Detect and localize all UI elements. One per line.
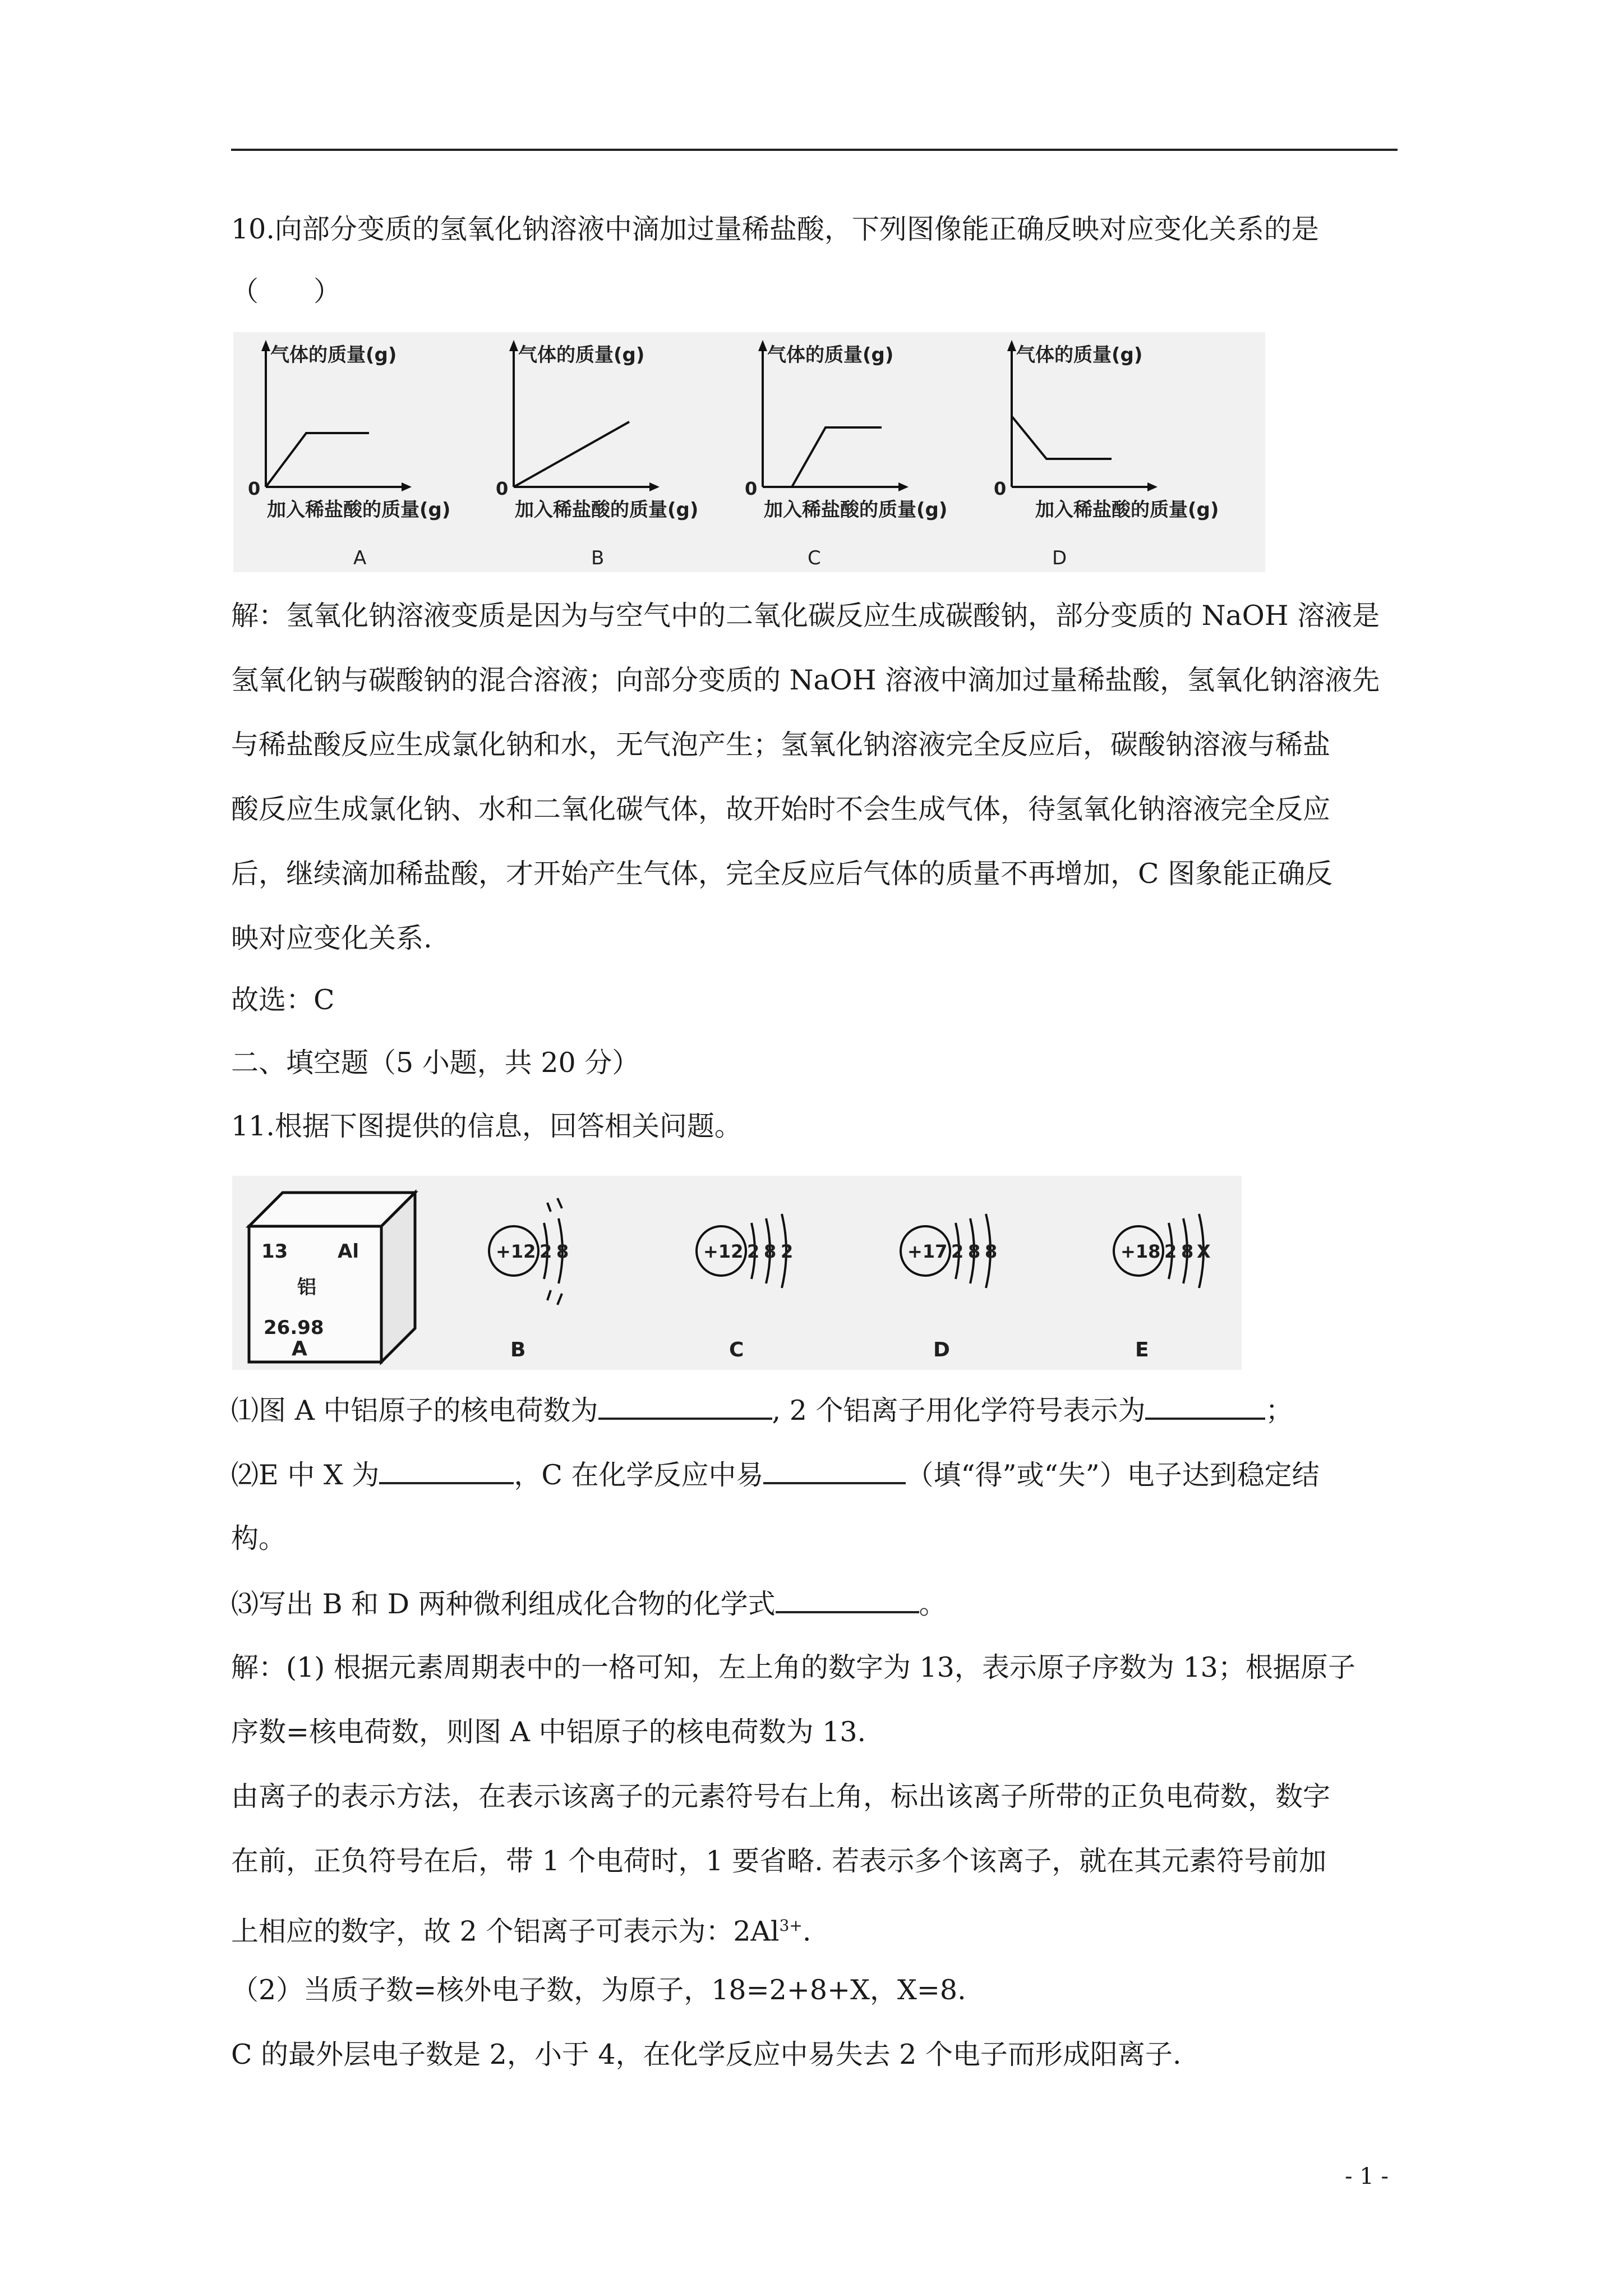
chart-d-origin: 0 (994, 478, 1007, 499)
q11-part-2 (231, 1457, 1320, 1492)
q11-part-1 (231, 1393, 1293, 1428)
atom-diagram-c (697, 1214, 793, 1361)
q11-stem: 11.根据下图提供的信息，回答相关问题。 (231, 1110, 742, 1142)
q11-part-3-text-a: ⑶写出 B 和 D 两种微利组成化合物的化学式 (231, 1588, 776, 1620)
q10-figure (233, 332, 1265, 572)
chart-a-xlabel: 加入稀盐酸的质量(g) (267, 499, 451, 521)
q11-part-1-text-b: , 2 个铝离子用化学符号表示为 (772, 1395, 1146, 1427)
atom-b-shell-1: 2 (540, 1241, 552, 1262)
chart-c (745, 340, 947, 569)
atom-c-shell-1: 2 (747, 1241, 760, 1262)
q10-stem: 10.向部分变质的氢氧化钠溶液中滴加过量稀盐酸，下列图像能正确反映对应变化关系的是 (231, 213, 1319, 245)
chart-b-label: B (591, 547, 605, 569)
q10-answer: 故选：C (231, 984, 335, 1016)
q10-solution-line-5: 后，继续滴加稀盐酸，才开始产生气体，完全反应后气体的质量不再增加，C 图象能正确反 (231, 858, 1333, 890)
chart-d-curve (1012, 416, 1112, 459)
q11-solution-line-5-text: 上相应的数字，故 2 个铝离子可表示为：2Al (231, 1915, 780, 1948)
q11-part-2-blank-1[interactable] (379, 1457, 514, 1484)
cell-symbol: Al (338, 1240, 359, 1263)
q10-charts-svg (233, 332, 1265, 572)
atom-e-shell-1: 2 (1164, 1241, 1177, 1262)
q11-solution-line-3: 由离子的表示方法，在表示该离子的元素符号右上角，标出该离子所带的正负电荷数，数字 (231, 1780, 1331, 1812)
q11-solution-line-1: 解：(1) 根据元素周期表中的一格可知，左上角的数字为 13，表示原子序数为 13；根据原子 (231, 1651, 1355, 1683)
q11-part-1-text-c: ； (1265, 1395, 1293, 1427)
chart-c-origin: 0 (745, 478, 758, 499)
figure-label-b: B (510, 1338, 526, 1361)
q11-solution-line-4: 在前，正负符号在后，带 1 个电荷时，1 要省略. 若表示多个该离子，就在其元素符号前加 (231, 1845, 1327, 1877)
atom-b-nucleus: +12 (496, 1241, 536, 1262)
q11-part-2-text-c: （填“得”或“失”）电子达到稳定结 (906, 1459, 1320, 1491)
aluminum-ion-charge: 3+ (779, 1916, 803, 1935)
chart-b-curve (514, 422, 629, 487)
chart-a-label: A (353, 547, 367, 569)
q11-solution-line-7: C 的最外层电子数是 2，小于 4，在化学反应中易失去 2 个电子而形成阳离子. (231, 2039, 1182, 2070)
q11-solution-line-6: （2）当质子数=核外电子数，为原子，18=2+8+X，X=8. (231, 1974, 966, 2006)
q11-part-3-text-b: 。 (919, 1588, 947, 1620)
atom-d-shell-3: 8 (985, 1241, 998, 1262)
chart-c-ylabel: 气体的质量(g) (767, 344, 894, 366)
q11-solution-line-5-end: . (802, 1915, 811, 1948)
q11-part-2-text-b: ，C 在化学反应中易 (514, 1459, 764, 1491)
chart-d-label: D (1052, 547, 1067, 569)
atom-diagram-d (901, 1214, 997, 1361)
atom-d-shell-2: 8 (968, 1241, 981, 1262)
chart-b-xlabel: 加入稀盐酸的质量(g) (515, 499, 699, 521)
header-rule (231, 149, 1398, 151)
q10-answer-paren: （ ） (231, 275, 342, 307)
q10-solution-line-2: 氢氧化钠与碳酸钠的混合溶液；向部分变质的 NaOH 溶液中滴加过量稀盐酸，氢氧化钠溶液先 (231, 664, 1380, 696)
atom-b-shell-2: 8 (556, 1241, 569, 1262)
atom-d-nucleus: +17 (907, 1241, 948, 1262)
q11-solution-line-5 (231, 1909, 811, 1948)
cell-atomic-number: 13 (261, 1240, 288, 1263)
atom-diagram-e (1114, 1214, 1211, 1361)
cell-mass: 26.98 (264, 1317, 324, 1339)
chart-d-ylabel: 气体的质量(g) (1016, 344, 1143, 366)
q10-solution-line-6: 映对应变化关系. (231, 922, 432, 954)
q11-part-1-text-a: ⑴图 A 中铝原子的核电荷数为 (231, 1395, 598, 1427)
chart-b-ylabel: 气体的质量(g) (518, 344, 645, 366)
atom-c-shell-2: 8 (764, 1241, 777, 1262)
chart-c-label: C (808, 547, 821, 569)
atom-c-nucleus: +12 (703, 1241, 744, 1262)
atom-e-shell-2: 8 (1181, 1241, 1194, 1262)
chart-a-origin: 0 (248, 478, 261, 499)
element-cell-a (249, 1193, 415, 1362)
atom-e-nucleus: +18 (1121, 1241, 1161, 1262)
q11-part-3 (231, 1586, 947, 1621)
figure-label-e: E (1135, 1338, 1149, 1361)
figure-label-d: D (933, 1338, 950, 1361)
q10-solution-line-1: 解：氢氧化钠溶液变质是因为与空气中的二氧化碳反应生成碳酸钠，部分变质的 NaOH 溶液是 (231, 600, 1380, 632)
chart-c-curve (763, 427, 882, 487)
figure-label-a: A (292, 1337, 307, 1360)
q11-part-2-text-a: ⑵E 中 X 为 (231, 1459, 380, 1491)
q11-part-2-blank-2[interactable] (763, 1457, 906, 1484)
q11-figure (232, 1176, 1242, 1370)
cell-name: 铝 (297, 1276, 316, 1299)
q11-part-3-blank[interactable] (776, 1586, 919, 1613)
q11-figure-svg (232, 1176, 1242, 1370)
atom-diagram-b (489, 1198, 569, 1361)
page-number: - 1 - (1345, 2164, 1389, 2189)
figure-label-c: C (729, 1338, 744, 1361)
q11-part-1-blank-1[interactable] (598, 1393, 772, 1420)
chart-a (248, 340, 450, 569)
chart-d (994, 340, 1219, 569)
atom-d-shell-1: 2 (951, 1241, 964, 1262)
q10-solution-line-3: 与稀盐酸反应生成氯化钠和水，无气泡产生；氢氧化钠溶液完全反应后，碳酸钠溶液与稀盐 (231, 729, 1331, 761)
chart-c-xlabel: 加入稀盐酸的质量(g) (764, 499, 948, 521)
q10-solution-line-4: 酸反应生成氯化钠、水和二氧化碳气体，故开始时不会生成气体，待氢氧化钠溶液完全反应 (231, 793, 1331, 825)
atom-c-shell-3: 2 (781, 1241, 794, 1262)
q11-part-2-continued: 构。 (231, 1522, 287, 1554)
chart-d-xlabel: 加入稀盐酸的质量(g) (1035, 499, 1219, 521)
section-2-heading: 二、填空题（5 小题，共 20 分） (231, 1047, 640, 1079)
atom-e-shell-3: X (1197, 1241, 1211, 1262)
q11-part-1-blank-2[interactable] (1145, 1393, 1265, 1420)
q11-solution-line-2: 序数=核电荷数，则图 A 中铝原子的核电荷数为 13. (231, 1716, 866, 1748)
chart-b (496, 340, 698, 569)
chart-b-origin: 0 (496, 478, 509, 499)
chart-a-curve (266, 433, 369, 487)
chart-a-ylabel: 气体的质量(g) (270, 344, 397, 366)
